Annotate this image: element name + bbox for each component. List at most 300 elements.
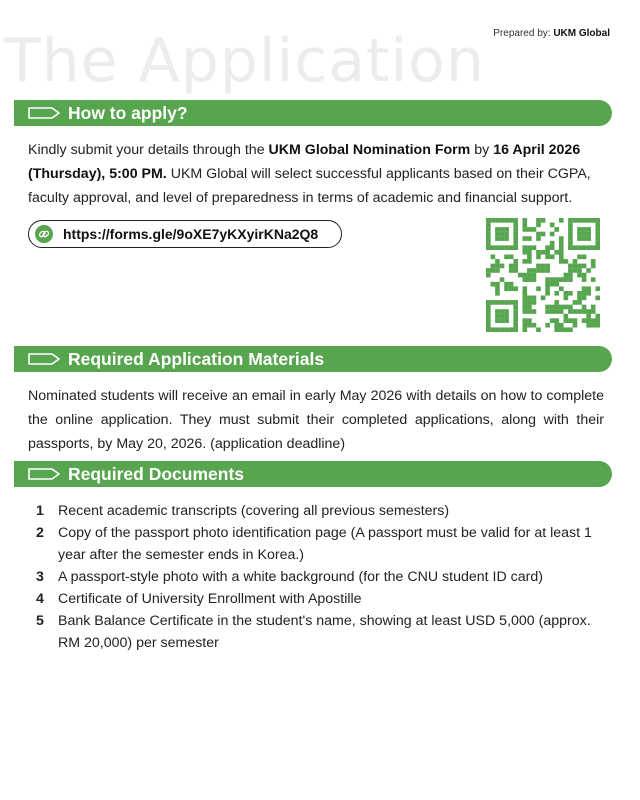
qr-module	[545, 282, 550, 287]
tag-arrow-icon	[28, 353, 60, 365]
qr-module	[495, 309, 500, 314]
qr-module	[509, 300, 514, 305]
qr-module	[495, 268, 500, 273]
qr-module	[522, 323, 527, 328]
list-item	[28, 566, 604, 588]
text-segment: UKM Global will select successful applicants based on their CGPA, faculty approval, and level of preparedness in terms of academic and financial support.	[28, 166, 591, 206]
qr-module	[491, 300, 496, 305]
qr-module	[582, 264, 587, 269]
qr-module	[550, 309, 555, 314]
qr-module	[582, 296, 587, 301]
qr-module	[513, 314, 518, 319]
qr-module	[559, 254, 564, 259]
qr-module	[541, 264, 546, 269]
qr-module	[491, 254, 496, 259]
qr-module	[509, 254, 514, 259]
section-header-materials	[14, 346, 612, 372]
qr-module	[595, 223, 600, 228]
qr-module	[559, 236, 564, 241]
qr-module	[536, 254, 541, 259]
qr-module	[545, 254, 550, 259]
qr-module	[591, 318, 596, 323]
qr-module	[586, 323, 591, 328]
qr-module	[550, 241, 555, 246]
qr-module	[527, 245, 532, 250]
qr-module	[513, 286, 518, 291]
qr-module	[495, 245, 500, 250]
qr-module	[577, 264, 582, 269]
qr-module	[532, 227, 537, 232]
qr-module	[522, 250, 527, 255]
qr-module	[582, 218, 587, 223]
qr-module	[554, 305, 559, 310]
qr-module	[500, 327, 505, 332]
qr-module	[495, 318, 500, 323]
qr-module	[559, 309, 564, 314]
item-number: 4	[36, 591, 44, 607]
qr-module	[527, 227, 532, 232]
qr-module	[541, 250, 546, 255]
qr-module	[586, 245, 591, 250]
qr-module	[586, 286, 591, 291]
qr-module	[504, 282, 509, 287]
qr-module	[554, 309, 559, 314]
list-item	[28, 588, 604, 610]
qr-module	[491, 218, 496, 223]
qr-module	[513, 245, 518, 250]
qr-module	[577, 291, 582, 296]
qr-module	[486, 218, 491, 223]
qr-module	[550, 282, 555, 287]
qr-module	[536, 250, 541, 255]
qr-module	[491, 282, 496, 287]
qr-module	[500, 232, 505, 237]
qr-module	[495, 282, 500, 287]
qr-module	[486, 309, 491, 314]
qr-module	[595, 218, 600, 223]
qr-module	[568, 277, 573, 282]
qr-module	[522, 327, 527, 332]
qr-module	[532, 245, 537, 250]
qr-module	[527, 254, 532, 259]
qr-module	[500, 236, 505, 241]
qr-module	[595, 245, 600, 250]
qr-module	[559, 250, 564, 255]
qr-module	[500, 227, 505, 232]
qr-module	[554, 327, 559, 332]
qr-module	[591, 277, 596, 282]
qr-module	[486, 318, 491, 323]
qr-module	[513, 327, 518, 332]
qr-module	[568, 245, 573, 250]
qr-module	[509, 282, 514, 287]
qr-module	[582, 254, 587, 259]
qr-module	[591, 218, 596, 223]
qr-module	[500, 300, 505, 305]
form-url[interactable]: https://forms.gle/9oXE7yKXyirKNa2Q8	[63, 226, 319, 242]
qr-module	[486, 273, 491, 278]
qr-module	[500, 309, 505, 314]
qr-module	[513, 300, 518, 305]
qr-module	[573, 259, 578, 264]
qr-module	[504, 245, 509, 250]
prepared-org: UKM Global	[553, 28, 610, 39]
qr-module	[522, 227, 527, 232]
qr-module	[564, 259, 569, 264]
qr-module	[513, 236, 518, 241]
qr-module	[527, 268, 532, 273]
qr-module	[582, 309, 587, 314]
qr-module	[586, 314, 591, 319]
qr-module	[559, 245, 564, 250]
qr-module	[504, 254, 509, 259]
qr-module	[591, 264, 596, 269]
qr-module	[595, 323, 600, 328]
qr-module	[486, 327, 491, 332]
qr-module	[532, 273, 537, 278]
qr-module	[559, 218, 564, 223]
qr-module	[586, 218, 591, 223]
qr-module	[527, 273, 532, 278]
qr-module	[491, 264, 496, 269]
qr-module	[564, 277, 569, 282]
qr-module	[582, 291, 587, 296]
text-segment: by	[470, 142, 494, 158]
qr-module	[582, 245, 587, 250]
qr-module	[513, 318, 518, 323]
qr-module	[573, 300, 578, 305]
qr-module	[573, 245, 578, 250]
qr-module	[550, 254, 555, 259]
qr-module	[513, 305, 518, 310]
qr-module	[509, 268, 514, 273]
qr-module	[568, 223, 573, 228]
qr-module	[513, 232, 518, 237]
qr-module	[564, 273, 569, 278]
qr-module	[509, 327, 514, 332]
qr-module	[486, 323, 491, 328]
qr-module	[522, 277, 527, 282]
qr-module	[536, 232, 541, 237]
qr-module	[577, 227, 582, 232]
qr-module	[577, 273, 582, 278]
qr-module	[595, 232, 600, 237]
qr-module	[486, 300, 491, 305]
item-number: 2	[36, 525, 44, 541]
qr-module	[513, 227, 518, 232]
qr-module	[545, 305, 550, 310]
qr-module	[550, 232, 555, 237]
qr-module	[568, 241, 573, 246]
qr-module	[577, 245, 582, 250]
qr-module	[504, 232, 509, 237]
prepared-label: Prepared by:	[493, 28, 551, 39]
qr-module	[591, 323, 596, 328]
qr-module	[595, 296, 600, 301]
qr-module	[522, 223, 527, 228]
qr-module	[522, 300, 527, 305]
qr-module	[595, 236, 600, 241]
qr-module	[545, 250, 550, 255]
qr-module	[486, 232, 491, 237]
qr-module	[513, 323, 518, 328]
text-segment: Kindly submit your details through the	[28, 142, 269, 158]
qr-module	[559, 327, 564, 332]
qr-module	[527, 318, 532, 323]
qr-module	[554, 323, 559, 328]
qr-module	[582, 236, 587, 241]
qr-module	[522, 286, 527, 291]
qr-module	[545, 309, 550, 314]
qr-module	[582, 232, 587, 237]
qr-module	[491, 268, 496, 273]
qr-module	[504, 327, 509, 332]
qr-module	[500, 245, 505, 250]
qr-module	[582, 305, 587, 310]
item-number: 3	[36, 569, 44, 585]
qr-module	[513, 259, 518, 264]
qr-module	[522, 245, 527, 250]
qr-module	[513, 309, 518, 314]
qr-module	[500, 314, 505, 319]
qr-module	[536, 223, 541, 228]
qr-module	[554, 227, 559, 232]
qr-module	[536, 218, 541, 223]
qr-module	[554, 250, 559, 255]
qr-module	[541, 296, 546, 301]
qr-module	[486, 223, 491, 228]
qr-module	[564, 327, 569, 332]
qr-module	[564, 318, 569, 323]
qr-module	[577, 296, 582, 301]
qr-module	[564, 291, 569, 296]
qr-module	[577, 236, 582, 241]
materials-text: Nominated students will receive an email in early May 2026 with details on how to complete the online application. They must submit their completed applications, along with their passports, by May 20, 2026. (application deadline)	[28, 388, 604, 452]
qr-module	[559, 286, 564, 291]
qr-module	[577, 254, 582, 259]
qr-module	[595, 314, 600, 319]
qr-module	[536, 236, 541, 241]
qr-module	[545, 277, 550, 282]
qr-module	[577, 218, 582, 223]
item-number: 1	[36, 503, 44, 519]
qr-module	[568, 318, 573, 323]
qr-module	[504, 286, 509, 291]
qr-module	[486, 268, 491, 273]
qr-module	[595, 241, 600, 246]
qr-module	[532, 300, 537, 305]
item-text: Copy of the passport photo identification page (A passport must be valid for at least 1 year after the semester ends in Korea.)	[58, 525, 592, 563]
qr-module	[500, 218, 505, 223]
qr-module	[541, 232, 546, 237]
tag-arrow-icon	[28, 468, 60, 480]
qr-module	[595, 318, 600, 323]
qr-module	[591, 245, 596, 250]
section-title: Required Documents	[68, 463, 244, 484]
qr-module	[568, 236, 573, 241]
qr-module	[522, 318, 527, 323]
qr-module	[573, 268, 578, 273]
qr-module	[486, 314, 491, 319]
qr-module	[522, 236, 527, 241]
qr-module	[504, 236, 509, 241]
qr-module	[573, 218, 578, 223]
qr-module	[509, 286, 514, 291]
qr-module	[586, 232, 591, 237]
qr-module	[532, 309, 537, 314]
section-title: How to apply?	[68, 102, 188, 123]
qr-module	[504, 314, 509, 319]
qr-module	[595, 286, 600, 291]
qr-module	[495, 218, 500, 223]
qr-module	[582, 318, 587, 323]
qr-module	[518, 273, 523, 278]
qr-module	[554, 300, 559, 305]
section-title: Required Application Materials	[68, 348, 325, 369]
page-title: The Application	[4, 26, 485, 96]
qr-module	[577, 300, 582, 305]
qr-module	[586, 268, 591, 273]
qr-module	[500, 277, 505, 282]
qr-module	[568, 227, 573, 232]
qr-module	[495, 259, 500, 264]
qr-module	[522, 309, 527, 314]
qr-module	[532, 296, 537, 301]
qr-module	[486, 305, 491, 310]
item-text: Recent academic transcripts (covering all previous semesters)	[58, 503, 450, 519]
qr-module	[495, 327, 500, 332]
qr-module	[513, 268, 518, 273]
qr-module	[568, 268, 573, 273]
qr-module	[568, 305, 573, 310]
qr-module	[568, 218, 573, 223]
qr-module	[491, 245, 496, 250]
item-number: 5	[36, 613, 44, 629]
qr-module	[504, 300, 509, 305]
qr-module	[568, 264, 573, 269]
qr-module	[495, 300, 500, 305]
qr-module	[486, 227, 491, 232]
qr-module	[491, 327, 496, 332]
item-text: Bank Balance Certificate in the student's name, showing at least USD 5,000 (approx. RM 20,000) per semester	[58, 613, 591, 651]
qr-module	[568, 327, 573, 332]
qr-module	[527, 305, 532, 310]
qr-module	[532, 277, 537, 282]
qr-module	[536, 286, 541, 291]
qr-module	[495, 232, 500, 237]
qr-module	[582, 227, 587, 232]
qr-module	[522, 305, 527, 310]
qr-module	[504, 309, 509, 314]
qr-module	[536, 268, 541, 273]
qr-module	[522, 291, 527, 296]
qr-module	[504, 227, 509, 232]
qr-module	[545, 286, 550, 291]
qr-module	[586, 227, 591, 232]
qr-module	[527, 259, 532, 264]
qr-module	[509, 264, 514, 269]
qr-module	[550, 277, 555, 282]
qr-module	[591, 305, 596, 310]
qr-module	[522, 259, 527, 264]
qr-module	[486, 245, 491, 250]
qr-module	[527, 250, 532, 255]
qr-module	[582, 273, 587, 278]
qr-module	[564, 314, 569, 319]
qr-module	[568, 291, 573, 296]
qr-module	[577, 268, 582, 273]
qr-module	[536, 327, 541, 332]
qr-module	[573, 318, 578, 323]
tag-arrow-icon	[28, 107, 60, 119]
qr-module	[550, 223, 555, 228]
qr-module	[522, 218, 527, 223]
qr-module	[495, 227, 500, 232]
qr-module	[513, 218, 518, 223]
qr-module	[532, 323, 537, 328]
qr-module	[577, 232, 582, 237]
qr-module	[564, 305, 569, 310]
qr-module	[513, 264, 518, 269]
qr-module	[577, 309, 582, 314]
qr-module	[564, 296, 569, 301]
qr-code-icon[interactable]	[486, 218, 600, 332]
qr-module	[591, 259, 596, 264]
how-to-apply-text	[28, 138, 604, 210]
qr-module	[568, 232, 573, 237]
qr-module	[582, 277, 587, 282]
qr-module	[527, 323, 532, 328]
link-icon	[35, 225, 53, 243]
qr-module	[582, 286, 587, 291]
qr-module	[536, 264, 541, 269]
qr-module	[500, 318, 505, 323]
qr-module	[545, 291, 550, 296]
form-name: UKM Global Nomination Form	[268, 142, 471, 158]
qr-module	[550, 305, 555, 310]
form-link[interactable]	[28, 220, 342, 248]
documents-list	[28, 500, 604, 654]
qr-module	[513, 241, 518, 246]
deadline: 16 April 2026 (Thursday), 5:00 PM.	[28, 142, 581, 182]
qr-module	[504, 318, 509, 323]
qr-module	[495, 286, 500, 291]
qr-module	[545, 323, 550, 328]
qr-module	[500, 264, 505, 269]
qr-module	[504, 218, 509, 223]
list-item	[28, 610, 604, 654]
list-item	[28, 522, 604, 566]
qr-module	[559, 277, 564, 282]
qr-module	[573, 323, 578, 328]
qr-module	[559, 305, 564, 310]
item-text: Certificate of University Enrollment with Apostille	[58, 591, 362, 607]
qr-module	[545, 264, 550, 269]
qr-module	[495, 264, 500, 269]
qr-module	[554, 277, 559, 282]
qr-module	[486, 236, 491, 241]
qr-module	[509, 218, 514, 223]
qr-module	[550, 245, 555, 250]
qr-module	[522, 273, 527, 278]
qr-module	[509, 245, 514, 250]
qr-module	[532, 268, 537, 273]
qr-module	[550, 318, 555, 323]
qr-module	[554, 282, 559, 287]
qr-module	[586, 236, 591, 241]
qr-module	[591, 309, 596, 314]
qr-module	[595, 227, 600, 232]
